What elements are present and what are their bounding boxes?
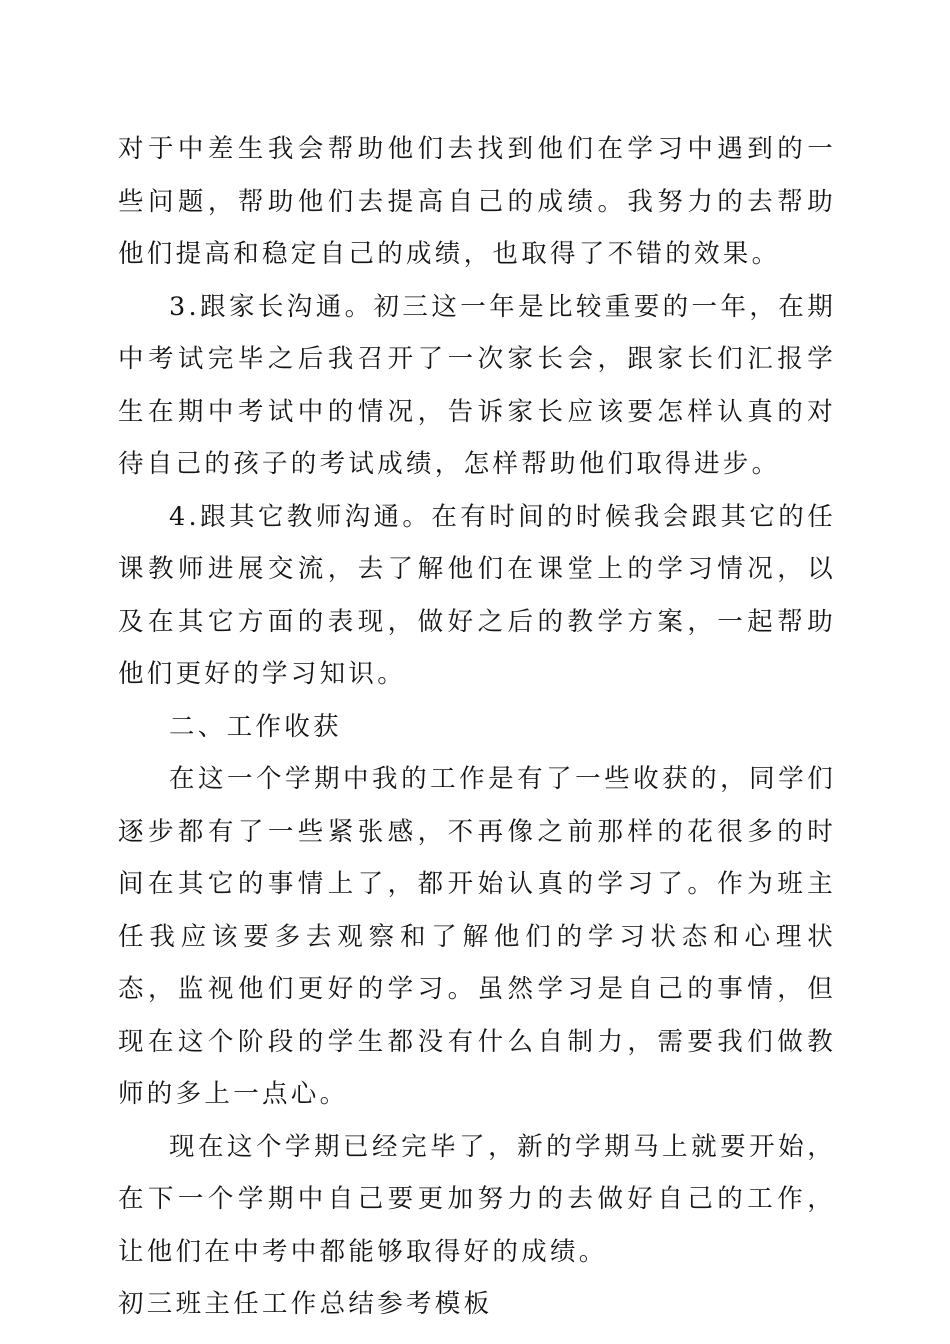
closing-title: 初三班主任工作总结参考模板 (118, 1289, 493, 1319)
paragraph-parent-communication: 3.跟家长沟通。初三这一年是比较重要的一年，在期中考试完毕之后我召开了一次家长会，跟家长们汇报学生在期中考试中的情况，告诉家长应该要怎样认真的对待自己的孩子的考试成绩，怎样帮助他们取得进步。 (118, 291, 836, 479)
paragraph-semester-gains: 在这一个学期中我的工作是有了一些收获的，同学们逐步都有了一些紧张感，不再像之前那样的花很多的时间在其它的事情上了，都开始认真的学习了。作为班主任我应该要多去观察和了解他们的学习状态和心理状态，监视他们更好的学习。虽然学习是自己的事情，但现在这个阶段的学生都没有什么自制力，需要我们做教师的多上一点心。 (118, 764, 836, 1109)
paragraph-teacher-communication: 4.跟其它教师沟通。在有时间的时候我会跟其它的任课教师进展交流，去了解他们在课堂上的学习情况，以及在其它方面的表现，做好之后的教学方案，一起帮助他们更好的学习知识。 (118, 501, 836, 689)
document-body (118, 123, 836, 1331)
section-heading-work-gains: 二、工作收获 (169, 711, 342, 742)
paragraph-help-students: 对于中差生我会帮助他们去找到他们在学习中遇到的一些问题，帮助他们去提高自己的成绩。我努力的去帮助他们提高和稳定自己的成绩，也取得了不错的效果。 (118, 134, 836, 269)
paragraph-next-semester: 现在这个学期已经完毕了，新的学期马上就要开始，在下一个学期中自己要更加努力的去做好自己的工作，让他们在中考中都能够取得好的成绩。 (118, 1131, 836, 1267)
